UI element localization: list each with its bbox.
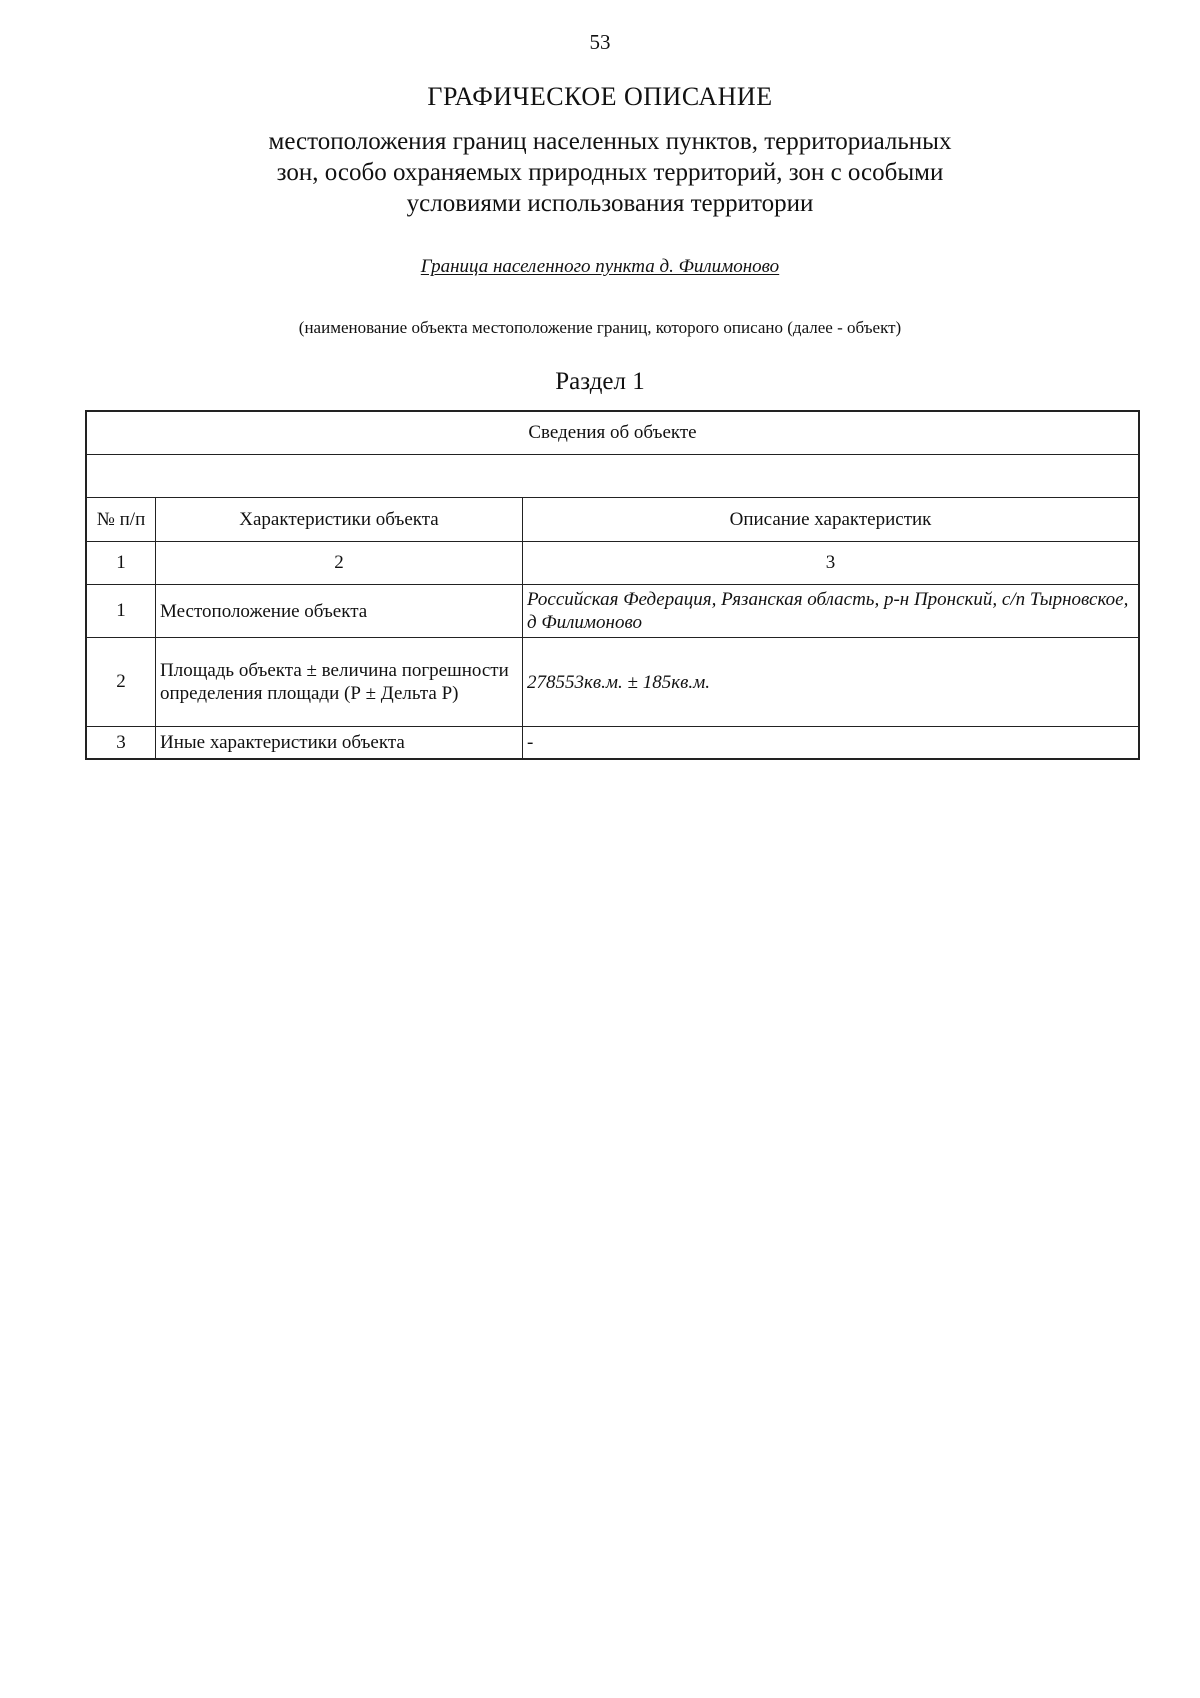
row-characteristic: Площадь объекта ± величина погрешности определения площади (Р ± Дельта Р) <box>156 638 523 727</box>
table-empty-row <box>86 455 1139 498</box>
object-info-table <box>85 410 1140 760</box>
table-row <box>86 585 1139 638</box>
object-name-text: Граница населенного пункта д. Филимоново <box>420 256 780 277</box>
table-heading-row <box>86 411 1139 455</box>
document-title: ГРАФИЧЕСКОЕ ОПИСАНИЕ <box>427 82 773 111</box>
empty-cell <box>86 455 1139 498</box>
subtitle-line: условиями использования территории <box>406 190 814 217</box>
subtitle-line: зон, особо охраняемых природных территорий, зон с особыми <box>276 159 944 186</box>
subtitle-line: местоположения границ населенных пунктов, территориальных <box>268 128 952 155</box>
row-number: 3 <box>86 727 156 760</box>
row-characteristic: Местоположение объекта <box>156 585 523 638</box>
row-description: - <box>523 727 1140 760</box>
row-number: 1 <box>86 585 156 638</box>
page-number: 53 <box>589 30 611 54</box>
row-number: 2 <box>86 638 156 727</box>
row-description: Российская Федерация, Рязанская область, р-н Пронский, с/п Тырновское, д Филимоново <box>523 585 1140 638</box>
column-header-characteristic: Характеристики объекта <box>156 498 523 542</box>
table-heading: Сведения об объекте <box>86 411 1139 455</box>
column-header-num: № п/п <box>86 498 156 542</box>
column-number: 1 <box>86 542 156 585</box>
row-description: 278553кв.м. ± 185кв.м. <box>523 638 1140 727</box>
row-characteristic: Иные характеристики объекта <box>156 727 523 760</box>
object-caption: (наименование объекта местоположение границ, которого описано (далее - объект) <box>298 318 902 337</box>
table-row <box>86 727 1139 760</box>
table-column-header-row <box>86 498 1139 542</box>
table-row <box>86 638 1139 727</box>
section-title: Раздел 1 <box>555 368 645 395</box>
table-column-number-row <box>86 542 1139 585</box>
column-number: 2 <box>156 542 523 585</box>
object-name <box>0 256 1200 278</box>
column-header-description: Описание характеристик <box>523 498 1140 542</box>
column-number: 3 <box>523 542 1140 585</box>
document-subtitle <box>200 126 1020 219</box>
